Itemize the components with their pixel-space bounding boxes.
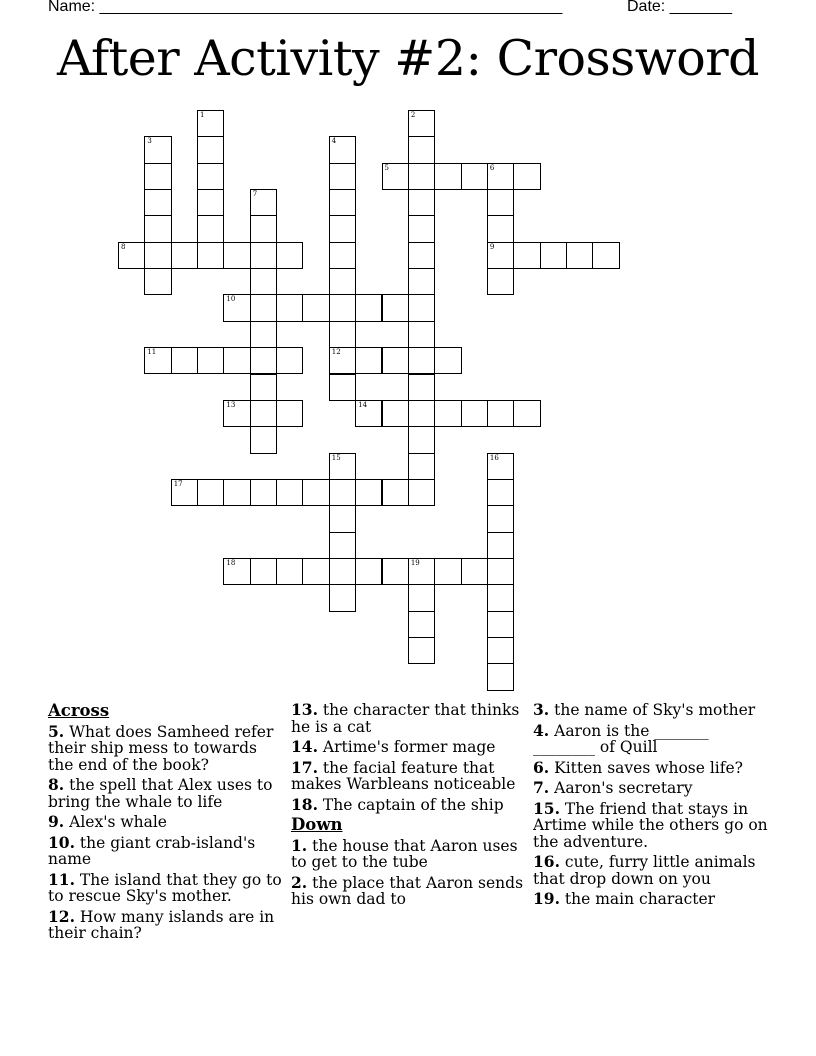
clue-number: 15 (331, 453, 341, 462)
clue-number: 13 (226, 400, 236, 409)
grid-cell[interactable] (223, 479, 250, 506)
grid-cell[interactable] (355, 400, 382, 427)
grid-cell[interactable] (408, 110, 435, 137)
clue-across-14: 14. Artime's former mage (291, 737, 496, 756)
clue-across-18: 18. The captain of the ship (291, 794, 504, 814)
grid-cell[interactable] (329, 532, 356, 559)
name-field[interactable]: Name: ____________________________________________________ (48, 0, 563, 15)
grid-cell[interactable] (408, 321, 435, 348)
grid-cell[interactable] (592, 242, 619, 269)
grid-cell[interactable] (461, 400, 488, 427)
grid-cell[interactable] (276, 479, 303, 506)
grid-cell[interactable] (408, 611, 435, 638)
grid-cell[interactable] (144, 347, 171, 374)
grid-cell[interactable] (329, 558, 356, 585)
grid-cell[interactable] (223, 242, 250, 269)
clue-down-16: 16. cute, furry little animals that drop down on you (533, 852, 756, 888)
grid-cell[interactable] (250, 400, 277, 427)
grid-cell[interactable] (276, 294, 303, 321)
grid-cell[interactable] (566, 242, 593, 269)
clue-across-9: 9. Alex's whale (48, 812, 167, 831)
grid-cell[interactable] (487, 453, 514, 480)
grid-cell[interactable] (408, 400, 435, 427)
grid-cell[interactable] (223, 400, 250, 427)
grid-cell[interactable] (382, 347, 409, 374)
clue-number: 7 (252, 190, 258, 199)
grid-cell[interactable] (487, 400, 514, 427)
grid-cell[interactable] (487, 215, 514, 242)
clue-down-4: 4. Aaron is the _______ ________ of Quill (533, 720, 709, 756)
grid-cell[interactable] (513, 242, 540, 269)
clue-number: 3 (147, 137, 152, 146)
grid-cell[interactable] (540, 242, 567, 269)
grid-cell[interactable] (408, 242, 435, 269)
grid-cell[interactable] (355, 294, 382, 321)
grid-cell[interactable] (408, 637, 435, 664)
grid-cell[interactable] (197, 189, 224, 216)
clue-number: 1 (200, 111, 205, 119)
down-heading: Down (291, 815, 343, 834)
clue-across-8: 8. the spell that Alex uses to bring the whale to life (48, 775, 273, 811)
grid-cell[interactable] (329, 242, 356, 269)
clues-column-2 (291, 702, 526, 912)
grid-cell[interactable] (144, 215, 171, 242)
grid-cell[interactable] (250, 426, 277, 453)
grid-cell[interactable] (329, 294, 356, 321)
clue-number: 4 (331, 137, 337, 146)
clue-number: 10 (226, 295, 236, 304)
grid-cell[interactable] (382, 294, 409, 321)
grid-cell[interactable] (487, 242, 514, 269)
grid-cell[interactable] (408, 374, 435, 401)
grid-cell[interactable] (487, 189, 514, 216)
grid-cell[interactable] (276, 558, 303, 585)
grid-cell[interactable] (197, 479, 224, 506)
grid-cell[interactable] (408, 268, 435, 295)
grid-cell[interactable] (487, 611, 514, 638)
grid-cell[interactable] (382, 479, 409, 506)
clue-down-1: 1. the house that Aaron uses to get to the tube (291, 835, 518, 871)
grid-cell[interactable] (355, 558, 382, 585)
grid-cell[interactable] (144, 189, 171, 216)
across-heading: Across (48, 701, 110, 720)
grid-cell[interactable] (513, 400, 540, 427)
grid-cell[interactable] (487, 479, 514, 506)
grid-cell[interactable] (329, 215, 356, 242)
grid-cell[interactable] (329, 505, 356, 532)
grid-cell[interactable] (408, 558, 435, 585)
grid-cell[interactable] (329, 136, 356, 163)
grid-cell[interactable] (487, 663, 514, 690)
clue-down-7: 7. Aaron's secretary (533, 778, 693, 797)
grid-cell[interactable] (434, 400, 461, 427)
clue-number: 18 (226, 558, 236, 567)
grid-cell[interactable] (171, 242, 198, 269)
grid-cell[interactable] (355, 479, 382, 506)
grid-cell[interactable] (144, 242, 171, 269)
grid-cell[interactable] (197, 215, 224, 242)
grid-cell[interactable] (329, 374, 356, 401)
grid-cell[interactable] (144, 163, 171, 190)
grid-cell[interactable] (487, 268, 514, 295)
clue-down-2: 2. the place that Aaron sends his own dad to (291, 872, 524, 908)
clue-number: 16 (489, 453, 499, 462)
grid-cell[interactable] (434, 163, 461, 190)
grid-cell[interactable] (250, 321, 277, 348)
grid-cell[interactable] (144, 268, 171, 295)
grid-cell[interactable] (223, 558, 250, 585)
grid-cell[interactable] (197, 347, 224, 374)
grid-cell[interactable] (329, 189, 356, 216)
grid-cell[interactable] (250, 242, 277, 269)
grid-cell[interactable] (408, 453, 435, 480)
grid-cell[interactable] (329, 453, 356, 480)
grid-cell[interactable] (250, 479, 277, 506)
grid-cell[interactable] (276, 400, 303, 427)
grid-cell[interactable] (487, 532, 514, 559)
grid-cell[interactable] (329, 584, 356, 611)
grid-cell[interactable] (250, 268, 277, 295)
grid-cell[interactable] (329, 347, 356, 374)
grid-cell[interactable] (408, 584, 435, 611)
grid-cell[interactable] (276, 347, 303, 374)
grid-cell[interactable] (434, 347, 461, 374)
grid-cell[interactable] (408, 163, 435, 190)
clue-number: 6 (489, 163, 495, 172)
date-field[interactable]: Date: _______ (627, 0, 732, 15)
grid-cell[interactable] (250, 374, 277, 401)
clue-across-17: 17. the facial feature that makes Warbleans noticeable (291, 757, 516, 793)
grid-cell[interactable] (382, 558, 409, 585)
clue-number: 2 (410, 111, 416, 119)
grid-cell[interactable] (329, 479, 356, 506)
grid-cell[interactable] (171, 479, 198, 506)
grid-cell[interactable] (382, 400, 409, 427)
grid-cell[interactable] (487, 505, 514, 532)
grid-cell[interactable] (487, 584, 514, 611)
grid-cell[interactable] (250, 347, 277, 374)
clue-number: 11 (147, 348, 157, 357)
grid-cell[interactable] (250, 189, 277, 216)
grid-cell[interactable] (118, 242, 145, 269)
clue-number: 5 (384, 163, 389, 172)
grid-cell[interactable] (408, 136, 435, 163)
clue-down-19: 19. the main character (533, 889, 716, 908)
grid-cell[interactable] (223, 347, 250, 374)
grid-cell[interactable] (513, 163, 540, 190)
clue-across-13: 13. the character that thinks he is a cat (291, 700, 520, 736)
clue-across-12: 12. How many islands are in their chain? (48, 906, 275, 942)
grid-cell[interactable] (355, 347, 382, 374)
grid-cell[interactable] (197, 242, 224, 269)
grid-cell[interactable] (302, 294, 329, 321)
clue-across-5: 5. What does Samheed refer their ship mess to towards the end of the book? (48, 721, 274, 774)
grid-cell[interactable] (197, 110, 224, 137)
grid-cell[interactable] (302, 479, 329, 506)
grid-cell[interactable] (487, 163, 514, 190)
grid-cell[interactable] (408, 426, 435, 453)
grid-cell[interactable] (408, 215, 435, 242)
clue-down-3: 3. the name of Sky's mother (533, 700, 756, 719)
grid-cell[interactable] (302, 558, 329, 585)
clue-number: 9 (489, 242, 495, 251)
grid-cell[interactable] (461, 163, 488, 190)
clues-column-1 (48, 702, 283, 946)
grid-cell[interactable] (329, 321, 356, 348)
grid-cell[interactable] (250, 294, 277, 321)
grid-cell[interactable] (382, 163, 409, 190)
grid-cell[interactable] (434, 558, 461, 585)
clue-number: 17 (173, 479, 183, 488)
clue-number: 14 (358, 400, 368, 409)
grid-cell[interactable] (250, 215, 277, 242)
grid-cell[interactable] (408, 347, 435, 374)
grid-cell[interactable] (329, 268, 356, 295)
clue-number: 8 (121, 242, 126, 251)
clues-column-3 (533, 702, 773, 912)
clue-down-15: 15. The friend that stays in Artime while the others go on the adventure. (533, 798, 768, 851)
grid-cell[interactable] (197, 136, 224, 163)
grid-cell[interactable] (329, 163, 356, 190)
grid-cell[interactable] (408, 479, 435, 506)
clue-across-10: 10. the giant crab-island's name (48, 832, 256, 868)
grid-cell[interactable] (223, 294, 250, 321)
grid-cell[interactable] (250, 558, 277, 585)
clue-number: 19 (410, 558, 420, 567)
grid-cell[interactable] (461, 558, 488, 585)
grid-cell[interactable] (171, 347, 198, 374)
grid-cell[interactable] (276, 242, 303, 269)
page-title: After Activity #2: Crossword (56, 30, 760, 87)
grid-cell[interactable] (487, 637, 514, 664)
grid-cell[interactable] (197, 163, 224, 190)
clue-number: 12 (331, 348, 341, 357)
grid-cell[interactable] (408, 294, 435, 321)
clue-across-11: 11. The island that they go to to rescue Sky's mother. (48, 869, 282, 905)
grid-cell[interactable] (408, 189, 435, 216)
grid-cell[interactable] (487, 558, 514, 585)
clue-down-6: 6. Kitten saves whose life? (533, 757, 743, 777)
grid-cell[interactable] (144, 136, 171, 163)
